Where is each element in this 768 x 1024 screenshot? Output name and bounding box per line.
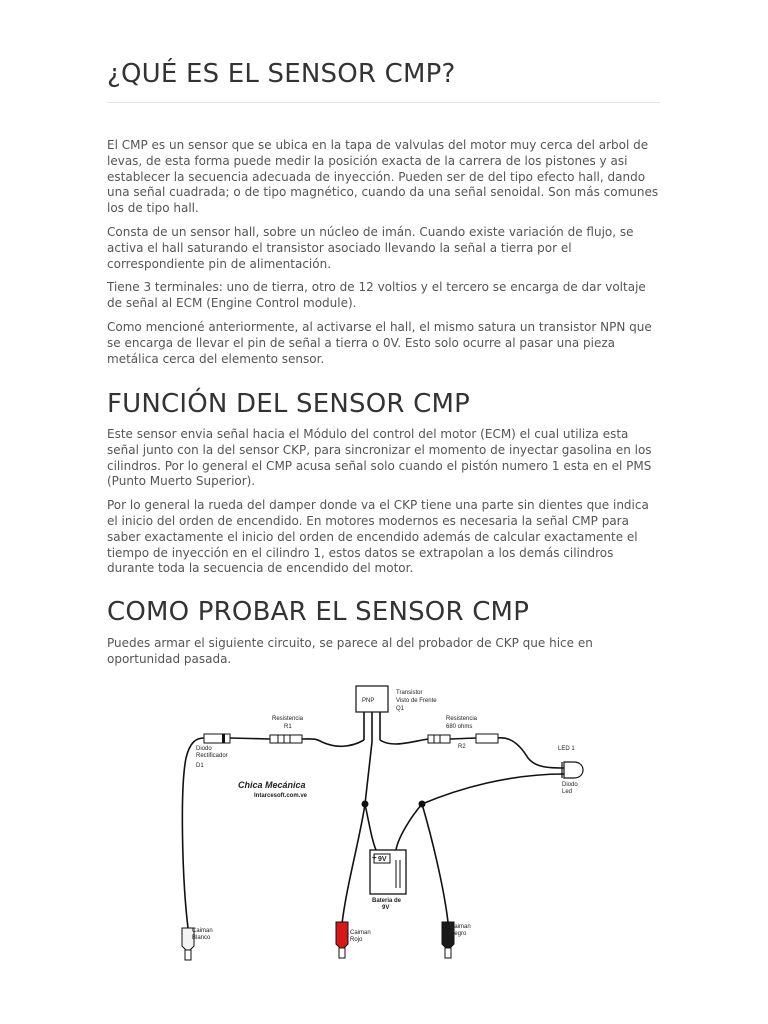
paragraph: Por lo general la rueda del damper donde va el CKP tiene una parte sin dientes que indica el inicio del orden de encendido. En motores modernos es necesaria la señal CMP para saber exactamente el inicio del orden de encendido además de calcular exactamente el tiempo de inyección en el cilindro 1, estos datos se extrapolan a los demás cilindros durante toda la secuencia de encendido del motor. [107, 498, 649, 576]
section-title-que-es: ¿QUÉ ES EL SENSOR CMP? [107, 59, 456, 89]
led-label: Diodo [562, 782, 578, 788]
brand-name: Chica Mecánica [238, 780, 306, 790]
paragraph: Tiene 3 terminales: uno de tierra, otro de 12 voltios y el tercero se encarga de dar voltaje de señal al ECM (Engine Control module). [107, 280, 646, 311]
transistor-id: Q1 [396, 706, 405, 712]
paragraph: Consta de un sensor hall, sobre un núcleo de imán. Cuando existe variación de flujo, se activa el hall saturando el transistor asociado llevando la señal a tierra por el correspondiente pin de alimentación. [107, 224, 634, 271]
resistor-r2-label: Resistencia [446, 716, 478, 722]
battery-9v [370, 850, 406, 911]
battery-voltage-label: 9V [382, 905, 390, 911]
resistor-r2-value: 680 ohms [446, 724, 473, 730]
resistor-r2-id: R2 [458, 744, 466, 750]
led-id: LED 1 [558, 746, 575, 752]
section-body-como-probar [107, 636, 660, 676]
transistor-label: Transistor [396, 690, 423, 696]
clip-red-label: Caiman [350, 930, 371, 936]
section-body-que-es [107, 138, 660, 375]
transistor-view-label: Visto de Frente [396, 698, 437, 704]
brand-site: Intarcesoft.com.ve [254, 793, 308, 799]
clip-black [442, 922, 471, 958]
clip-black-color: Negro [450, 931, 467, 937]
resistor-r1-label: Resistencia [272, 716, 304, 722]
clip-red [336, 922, 371, 958]
clip-black-label: Caiman [450, 924, 471, 930]
diode-label: Diodo [196, 746, 212, 752]
junction-dot [419, 801, 426, 808]
title-divider [107, 102, 660, 103]
clip-white-label: Caiman [192, 928, 213, 934]
resistor-r1 [270, 716, 304, 743]
battery-voltage: 9V [378, 856, 387, 863]
transistor-type-label: PNP [362, 698, 375, 704]
battery-plus: + [372, 853, 377, 862]
wires [182, 712, 564, 928]
clip-white-color: Blanco [192, 935, 211, 941]
paragraph: Como mencioné anteriormente, al activarse el hall, el mismo satura un transistor NPN que se encarga de llevar el pin de señal a tierra o 0V. Esto solo ocurre al pasar una pieza metálica cerca del elemento sensor. [107, 319, 652, 366]
diode-id: D1 [196, 763, 204, 769]
circuit-diagram [160, 678, 620, 978]
paragraph: El CMP es un sensor que se ubica en la tapa de valvulas del motor muy cerca del arbol de levas, de esta forma puede medir la posición exacta de la carrera de los pistones y asi establecer la secuencia adecuada de inyección. Pueden ser de del tipo efecto hall, dando una señal cuadrada; o de tipo magnético, cuando da una señal senoidal. Son más comunes los de tipo hall. [107, 138, 659, 216]
resistor-r2 [428, 716, 498, 750]
section-body-funcion [107, 427, 660, 585]
diode-type-label: Rectificador [196, 753, 228, 759]
clip-red-color: Rojo [350, 937, 363, 943]
clip-white [182, 928, 213, 960]
paragraph: Este sensor envia señal hacia el Módulo del control del motor (ECM) el cual utiliza esta señal junto con la del sensor CKP, para sincronizar el momento de inyectar gasolina en los cilindros. Por lo general el CMP acusa señal solo cuando el pistón numero 1 esta en el PMS (Punto Muerto Superior). [107, 427, 652, 489]
section-title-funcion: FUNCIÓN DEL SENSOR CMP [107, 389, 470, 419]
diode-d1 [196, 734, 230, 769]
led-type-label: Led [562, 789, 573, 795]
junction-dot [362, 801, 369, 808]
battery-label: Bateria de [372, 898, 402, 904]
transistor-q1 [356, 686, 437, 712]
resistor-r1-id: R1 [284, 724, 292, 730]
led-1 [558, 746, 583, 795]
paragraph: Puedes armar el siguiente circuito, se parece al del probador de CKP que hice en oportunidad pasada. [107, 636, 593, 666]
section-title-como-probar: COMO PROBAR EL SENSOR CMP [107, 597, 530, 627]
